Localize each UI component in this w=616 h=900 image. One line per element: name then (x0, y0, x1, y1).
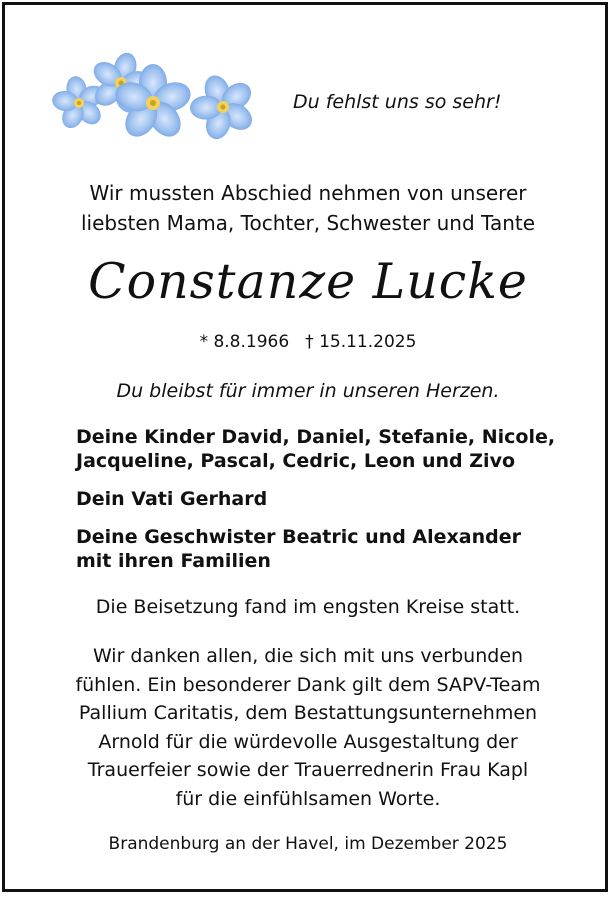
mourners-list (76, 425, 596, 587)
thanks-line: für die einfühlsamen Worte. (175, 787, 441, 810)
intro-line: liebsten Mama, Tochter, Schwester und Tante (80, 211, 536, 235)
thanks-text (0, 642, 616, 813)
forget-me-not-flowers-icon (51, 41, 265, 151)
intro-text (0, 178, 616, 238)
thanks-line: Wir danken allen, die sich mit uns verbunden (92, 645, 524, 667)
memorial-quote: Du bleibst für immer in unseren Herzen. (116, 380, 500, 402)
mourners-line: Dein Vati Gerhard (76, 488, 268, 510)
thanks-line: Pallium Caritatis, dem Bestattungsunternehmen (78, 702, 538, 724)
mourners-line: Jacqueline, Pascal, Cedric, Leon und Zivo (76, 450, 516, 472)
birth-date: * 8.8.1966 (199, 332, 290, 352)
thanks-line: fühlen. Ein besonderer Dank gilt dem SAPV-Team (75, 673, 541, 696)
mourners-father (76, 487, 596, 511)
place-and-date: Brandenburg an der Havel, im Dezember 2025 (108, 834, 508, 854)
death-date: † 15.11.2025 (305, 332, 417, 352)
mourners-siblings (76, 525, 596, 573)
thanks-line: Arnold für die würdevolle Ausgestaltung der (98, 730, 518, 753)
intro-line: Wir mussten Abschied nehmen von unserer (89, 181, 527, 205)
mourners-children (76, 425, 596, 473)
motto-text: Du fehlst uns so sehr! (293, 91, 502, 113)
mourners-line: Deine Kinder David, Daniel, Stefanie, Nicole, (76, 426, 556, 448)
deceased-name: Constanze Lucke (88, 253, 528, 310)
flower-right (179, 64, 265, 151)
burial-notice: Die Beisetzung fand im engsten Kreise statt. (95, 596, 521, 618)
life-dates (0, 330, 616, 354)
mourners-line: mit ihren Familien (76, 550, 271, 572)
mourners-line: Deine Geschwister Beatric und Alexander (76, 526, 521, 548)
thanks-line: Trauerfeier sowie der Trauerrednerin Frau Kapl (87, 759, 529, 781)
